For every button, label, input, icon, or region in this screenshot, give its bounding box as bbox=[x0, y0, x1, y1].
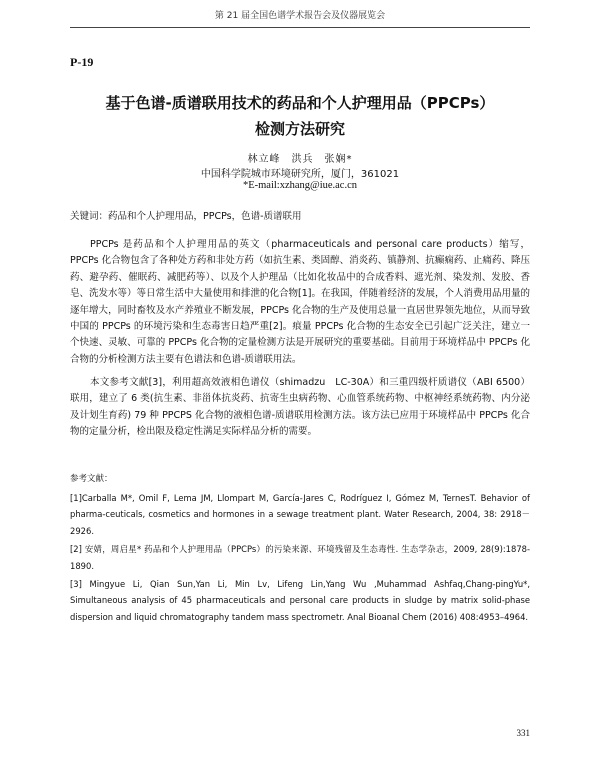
paper-title-line-2: 检测方法研究 bbox=[254, 120, 345, 138]
body-paragraph-1: PPCPs 是药品和个人护理用品的英文（pharmaceuticals and personal care products）缩写，PPCPs 化合物包含了各种处方药和非处方药（如抗生素、类固醇、消炎药、镇静剂、抗癫痫药、止痛药、降压药、避孕药、催眠药、减肥药等）、以及个人护理品（比如化妆品中的合成香料、遮光剂、染发剂、发胶、香皂、洗发水等）等日常生活中大量使用和排泄的化合物[1]。在我国，伴随着经济的发展，个人消费用品用量的逐年增大，同时畜牧及水产养殖业不断发展，PPCPs 化合物的生产及使用总量一直居世界领先地位，从而导致中国的 PPCPs 的环境污染和生态毒害日趋严重[2]。痕量 PPCPs 化合物的生态安全已引起广泛关注，建立一个快速、灵敏、可靠的 PPCPs 化合物的定量检测方法是开展研究的重要基础。目前用于环境样品中 PPCPs 化合物的分析检测方法主要有色谱法和色谱-质谱联用法。 bbox=[70, 239, 530, 365]
keywords: 关键词：药品和个人护理用品，PPCPs，色谱-质谱联用 bbox=[70, 211, 302, 222]
paper-title-line-1: 基于色谱-质谱联用技术的药品和个人护理用品（PPCPs） bbox=[105, 94, 495, 112]
reference-item: [1]Carballa M*, Omil F, Lema JM, Llompart M, García-Jares C, Rodríguez I, Gómez M, TernesT. Behavior of pharma-ceuticals, cosmetics and hormones in a sewage treatment plant. Water Research, 2004, 38: 2918－2926. bbox=[70, 493, 530, 536]
references-heading: 参考文献： bbox=[70, 474, 113, 484]
reference-item: [3] Mingyue Li, Qian Sun,Yan Li, Min Lv, Lifeng Lin,Yang Wu ,Muhammad Ashfaq,Chang-pingYu*, Simultaneous analysis of 45 pharmaceuticals and personal care products in sludge by matrix solid-phase dispersion and liquid chromatography tandem mass spectrometr. Anal Bioanal Chem (2016) 408:4953–4964. bbox=[70, 579, 530, 622]
reference-item: [2] 安婧，周启星* 药品和个人护理用品（PPCPs）的污染来源、环境残留及生态毒性. 生态学杂志，2009, 28(9):1878-1890. bbox=[70, 544, 530, 571]
paper-id: P-19 bbox=[70, 55, 94, 69]
contact-email: *E-mail:xzhang@iue.ac.cn bbox=[242, 180, 358, 191]
reference-list bbox=[70, 490, 530, 627]
affiliation: 中国科学院城市环境研究所，厦门，361021 bbox=[200, 169, 400, 180]
page-number: 331 bbox=[516, 728, 530, 738]
authors: 林立峰 洪兵 张娴* bbox=[247, 154, 353, 165]
running-header: 第 21 届全国色谱学术报告会及仪器展览会 bbox=[214, 11, 386, 21]
body-paragraph-2: 本文参考文献[3]，利用超高效液相色谱仪（shimadzu LC-30A）和三重四级杆质谱仪（ABI 6500）联用，建立了 6 类(抗生素、非甾体抗炎药、抗寄生虫病药物、心血管系统药物、中枢神经系统药物、内分泌及计划生育药) 79 种 PPCPS 化合物的液相色谱-质谱联用检测方法。该方法已应用于环境样品中 PPCPs 化合物的定量分析，检出限及稳定性满足实际样品分析的需要。 bbox=[70, 377, 530, 438]
header-divider bbox=[70, 27, 530, 28]
